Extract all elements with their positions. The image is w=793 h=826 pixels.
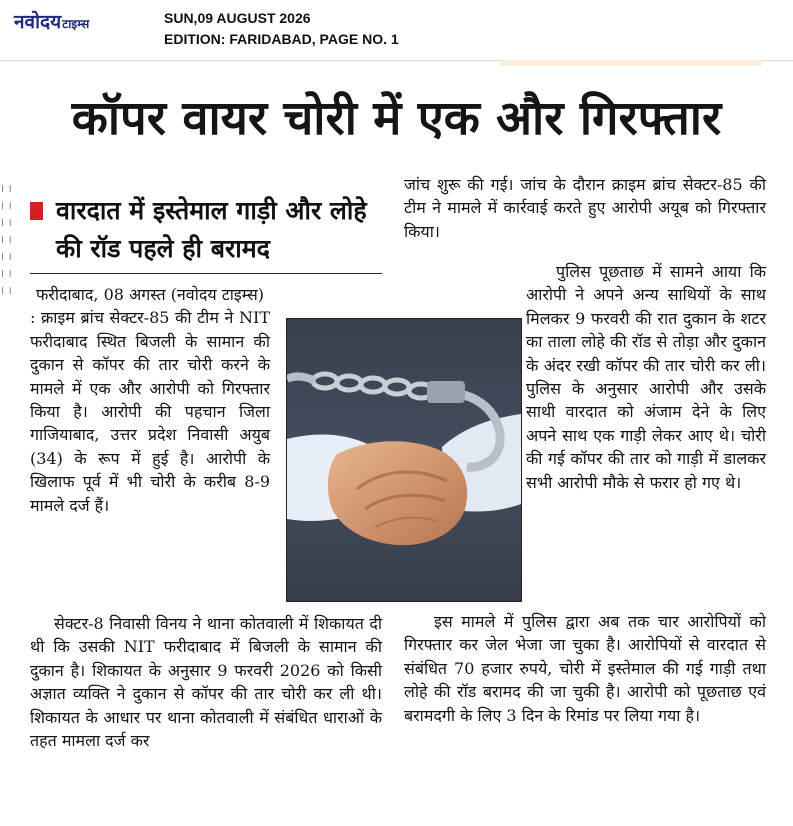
article-paragraph-2 (30, 612, 382, 752)
paragraph-2-text: सेक्टर-8 निवासी विनय ने थाना कोतवाली में शिकायत दी थी कि उसकी NIT फरीदाबाद में बिजली के सामान की दुकान है। शिकायत के अनुसार 9 फरवरी 2026 को किसी अज्ञात व्यक्ति ने दुकान से कॉपर की तार चोरी कर ली थी। शिकायत के आधार पर थाना कोतवाली में संबंधित धाराओं के तहत मामला दर्ज कर (30, 614, 382, 751)
red-square-bullet-icon (30, 202, 43, 220)
subheadline-block (30, 192, 390, 268)
handcuffed-hands-photo (286, 318, 522, 602)
edge-text: । । । । । । । । । । । । । । (0, 182, 12, 297)
header-accent-strip (500, 60, 762, 66)
issue-date: SUN,09 AUGUST 2026 (164, 10, 311, 26)
subheadline: वारदात में इस्तेमाल गाड़ी और लोहे की रॉड पहले ही बरामद (56, 196, 367, 263)
logo-main-text: नवोदय (14, 11, 62, 33)
article-headline: कॉपर वायर चोरी में एक और गिरफ्तार (71, 91, 722, 146)
edition-info (164, 8, 399, 50)
adjacent-column-fragment (0, 180, 14, 820)
paragraph-3-text: जांच शुरू की गई। जांच के दौरान क्राइम ब्रांच सेक्टर-85 की टीम ने मामले में कार्रवाई करते हुए आरोपी अयूब को गिरफ्तार किया। (404, 175, 766, 241)
article-paragraph-3 (404, 173, 766, 243)
logo-sub-text: टाइम्स (62, 17, 90, 31)
paragraph-5-text: इस मामले में पुलिस द्वारा अब तक चार आरोपियों को गिरफ्तार कर जेल भेजा जा चुका है। आरोपियों से वारदात से संबंधित 70 हजार रुपये, चोरी में इस्तेमाल की गई गाड़ी तथा लोहे की रॉड बरामद की जा चुकी है। आरोपी को पूछताछ एवं बरामदगी के लिए 3 दिन के रिमांड पर लिया गया है। (404, 612, 766, 725)
paragraph-1-text: : क्राइम ब्रांच सेक्टर-85 की टीम ने NIT फरीदाबाद स्थित बिजली के सामान की दुकान से कॉपर की तार चोरी करने के मामले में एक और आरोपी को गिरफ्तार किया है। आरोपी की पहचान जिला गाजियाबाद, उत्तर प्रदेश निवासी अयुब (34) के रूप में हुई है। आरोपी के खिलाफ पूर्व में भी चोरी के करीब 8-9 मामले दर्ज हैं। (30, 308, 270, 515)
paragraph-4-text: पुलिस पूछताछ में सामने आया कि आरोपी ने अपने अन्य साथियों के साथ मिलकर 9 फरवरी की रात दुकान के शटर का ताला लोहे की रॉड से तोड़ा और दुकान के अंदर रखी कॉपर की तार चोरी कर ली। पुलिस के अनुसार आरोपी और उसके साथी वारदात को अंजाम देने के लिए अपने साथ एक गाड़ी लेकर आए थे। चोरी की गई कॉपर की तार को गाड़ी में डालकर सभी आरोपी मौके से फरार हो गए थे। (526, 262, 766, 492)
newspaper-logo (14, 8, 89, 34)
edition-page: EDITION: FARIDABAD, PAGE NO. 1 (164, 31, 399, 47)
handcuffs-icon (287, 319, 521, 601)
dateline: फरीदाबाद, 08 अगस्त (नवोदय टाइम्स) (35, 285, 265, 304)
masthead (0, 0, 793, 61)
article-paragraph-5 (404, 610, 766, 727)
divider-rule (30, 273, 382, 274)
